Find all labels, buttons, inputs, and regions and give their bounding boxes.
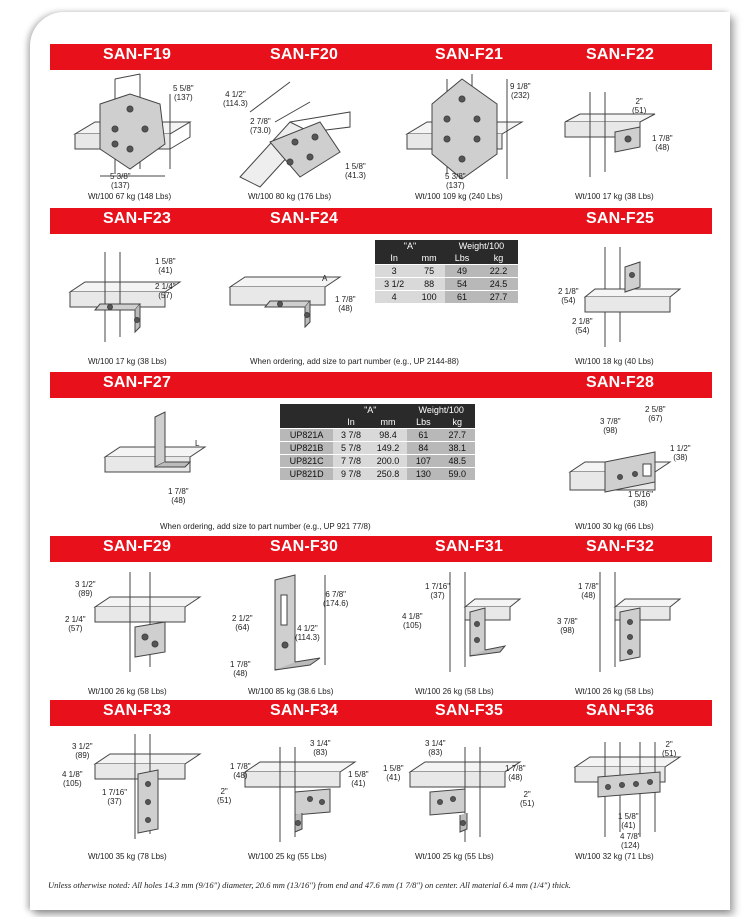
caption-f21: Wt/100 109 kg (240 Lbs) [415,192,503,201]
table-row: UP821D 9 7/8 250.8 130 59.0 [280,468,475,481]
catalog-sheet [30,12,730,910]
dim-f32-top: 1 7/8" (48) [578,582,599,600]
caption-f28: Wt/100 30 kg (66 Lbs) [575,522,654,531]
title-san-f27: SAN-F27 [103,374,172,391]
title-san-f19: SAN-F19 [103,46,172,63]
th-weight: Weight/100 [407,404,475,416]
table-f24 [375,240,518,303]
figure-san-f35 [405,747,525,842]
dim-f36-mid: 1 5/8" (41) [618,812,639,830]
th-a: "A" [375,240,445,252]
dim-f35-left: 1 5/8" (41) [383,764,404,782]
title-san-f21: SAN-F21 [435,46,504,63]
dim-f20-width: 2 7/8" (73.0) [250,117,271,135]
dim-f30-bottom: 1 7/8" (48) [230,660,251,678]
caption-f27: When ordering, add size to part number (e.g., UP 921 77/8) [160,522,371,531]
caption-f34: Wt/100 25 kg (55 Lbs) [248,852,327,861]
dim-f30-mid: 4 1/2" (114.3) [295,624,320,642]
table-row: UP821B 5 7/8 149.2 84 38.1 [280,442,475,455]
title-san-f34: SAN-F34 [270,702,339,719]
caption-f35: Wt/100 25 kg (55 Lbs) [415,852,494,861]
dim-f20-leg: 1 5/8" (41.3) [345,162,366,180]
row-header-1 [50,44,712,70]
table-f27 [280,404,475,480]
title-san-f25: SAN-F25 [586,210,655,227]
dim-f19-width: 5 3/8" (137) [110,172,131,190]
dim-f31-side: 4 1/8" (105) [402,612,423,630]
dim-f28-len: 3 7/8" (98) [600,417,621,435]
dim-f24-a: A [322,274,328,283]
figure-san-f29 [90,572,210,672]
figure-san-f33 [90,734,210,839]
caption-f25: Wt/100 18 kg (40 Lbs) [575,357,654,366]
row-header-2 [50,208,712,234]
figure-san-f34 [240,747,360,842]
caption-f30: Wt/100 85 kg (38.6 Lbs) [248,687,334,696]
th-in: In [375,252,413,265]
dim-f33-hole: 1 7/16" (37) [102,788,128,806]
caption-f31: Wt/100 26 kg (58 Lbs) [415,687,494,696]
dim-f23-top: 1 5/8" (41) [155,257,176,275]
caption-f24: When ordering, add size to part number (e.g., UP 2144-88) [250,357,459,366]
th-kg: kg [439,416,475,429]
table-row: 3 75 49 22.2 [375,265,518,278]
dim-f29-top: 3 1/2" (89) [75,580,96,598]
th-mm: mm [413,252,445,265]
th-in: In [333,416,369,429]
dim-f27-side: 1 7/8" (48) [168,487,189,505]
dim-f24-side: 1 7/8" (48) [335,295,356,313]
row-header-4 [50,536,712,562]
dim-f28-side: 1 1/2" (38) [670,444,691,462]
dim-f33-top: 3 1/2" (89) [72,742,93,760]
title-san-f22: SAN-F22 [586,46,655,63]
dim-f31-top: 1 7/16" (37) [425,582,451,600]
figure-san-f28 [565,442,675,512]
caption-f29: Wt/100 26 kg (58 Lbs) [88,687,167,696]
dim-f33-side: 4 1/8" (105) [62,770,83,788]
caption-f33: Wt/100 35 kg (78 Lbs) [88,852,167,861]
caption-f32: Wt/100 26 kg (58 Lbs) [575,687,654,696]
th-a: "A" [333,404,407,416]
dim-f28-bottom: 1 5/16" (38) [628,490,654,508]
dim-f22-top: 2" (51) [632,97,647,115]
figure-san-f20 [230,82,360,192]
dim-f30-slot: 2 1/2" (64) [232,614,253,632]
caption-f23: Wt/100 17 kg (38 Lbs) [88,357,167,366]
title-san-f36: SAN-F36 [586,702,655,719]
dim-f34-side: 2" (51) [217,787,232,805]
dim-f35-right: 1 7/8" (48) [505,764,526,782]
dim-f36-top: 2" (51) [662,740,677,758]
dim-f20-length: 4 1/2" (114.3) [223,90,248,108]
th-weight: Weight/100 [445,240,518,252]
caption-f36: Wt/100 32 kg (71 Lbs) [575,852,654,861]
table-row: 3 1/2 88 54 24.5 [375,278,518,291]
figure-san-f27 [100,412,210,492]
dim-f25-top: 2 1/8" (54) [558,287,579,305]
dim-f34-top: 3 1/4" (83) [310,739,331,757]
title-san-f23: SAN-F23 [103,210,172,227]
title-san-f32: SAN-F32 [586,538,655,555]
caption-f19: Wt/100 67 kg (148 Lbs) [88,192,172,201]
dim-f21-width: 5 3/8" (137) [445,172,466,190]
dim-f36-width: 4 7/8" (124) [620,832,641,850]
row-header-3 [50,372,712,398]
dim-f22-side: 1 7/8" (48) [652,134,673,152]
title-san-f20: SAN-F20 [270,46,339,63]
th-mm: mm [369,416,408,429]
th-lbs: Lbs [445,252,479,265]
dim-f32-side: 3 7/8" (98) [557,617,578,635]
footnote: Unless otherwise noted: All holes 14.3 mm (9/16") diameter, 20.6 mm (13/16") from end and 47.6 mm (1 7/8") on center. All material 6.4 mm (1/4") thick. [48,880,571,890]
table-row: UP821C 7 7/8 200.0 107 48.5 [280,455,475,468]
title-san-f28: SAN-F28 [586,374,655,391]
table-row: 4 100 61 27.7 [375,291,518,304]
dim-f29-side: 2 1/4" (57) [65,615,86,633]
dim-f19-height: 5 5/8" (137) [173,84,194,102]
dim-f21-height: 9 1/8" (232) [510,82,531,100]
title-san-f29: SAN-F29 [103,538,172,555]
dim-f23-side: 2 1/4" (57) [155,282,176,300]
title-san-f35: SAN-F35 [435,702,504,719]
table-row: UP821A 3 7/8 98.4 61 27.7 [280,429,475,442]
th-lbs: Lbs [407,416,439,429]
title-san-f24: SAN-F24 [270,210,339,227]
th-kg: kg [479,252,518,265]
title-san-f31: SAN-F31 [435,538,504,555]
dim-f34-left: 1 7/8" (48) [230,762,251,780]
dim-f27-l: L [195,439,200,448]
dim-f28-top: 2 5/8" (67) [645,405,666,423]
title-san-f30: SAN-F30 [270,538,339,555]
caption-f20: Wt/100 80 kg (176 Lbs) [248,192,332,201]
dim-f30-height: 6 7/8" (174.6) [323,590,349,608]
caption-f22: Wt/100 17 kg (38 Lbs) [575,192,654,201]
dim-f34-right: 1 5/8" (41) [348,770,369,788]
dim-f25-bottom: 2 1/8" (54) [572,317,593,335]
dim-f35-side: 2" (51) [520,790,535,808]
dim-f35-top: 3 1/4" (83) [425,739,446,757]
title-san-f33: SAN-F33 [103,702,172,719]
row-header-5 [50,700,712,726]
